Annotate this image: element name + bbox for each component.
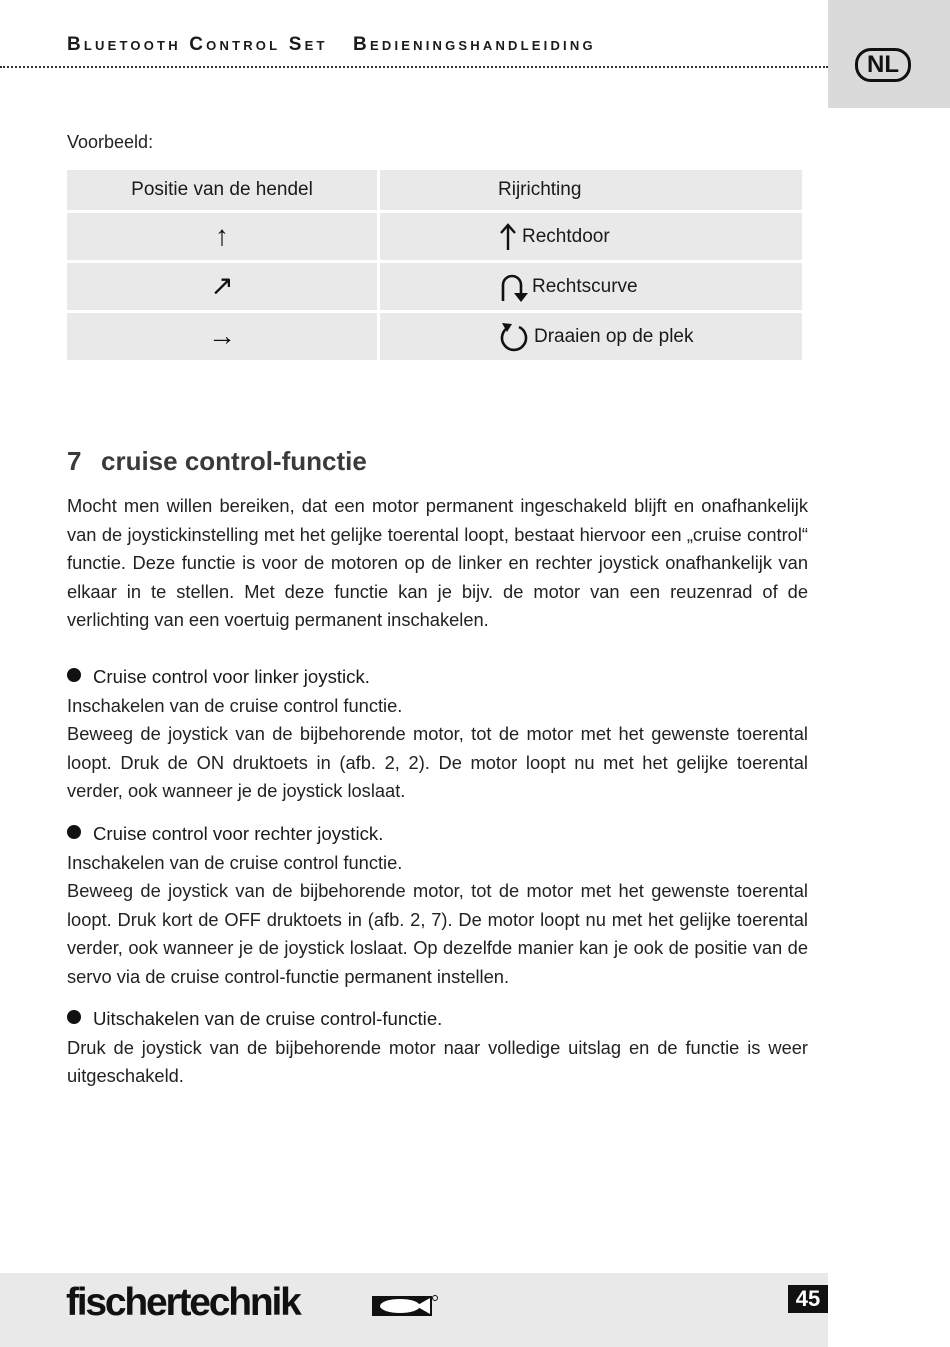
column-header-lever: Positie van de hendel bbox=[67, 170, 377, 210]
table-row bbox=[67, 313, 802, 360]
bullet-heading bbox=[67, 820, 808, 849]
column-header-direction: Rijrichting bbox=[380, 170, 802, 210]
section-number: 7 bbox=[67, 446, 82, 476]
table-row bbox=[67, 213, 802, 260]
section-heading: cruise control-functie bbox=[101, 446, 367, 476]
section-intro: Mocht men willen bereiken, dat een motor permanent ingeschakeld blijft en onafhankelijk van de joystickinstelling met het gelijke toerental loopt, bestaat hiervoor een „cruise control“ functie. Deze functie is voor de motoren op de linker en rechter joystick onafhankelijk van elkaar in te stellen. Met deze functie kan je bijv. de motor van een reuzenrad of de verlichting van een voertuig permanent inschakelen. bbox=[67, 495, 808, 631]
direction-cell bbox=[380, 213, 802, 260]
curve-right-icon bbox=[498, 271, 528, 303]
bullet-heading-text: Cruise control voor rechter joystick. bbox=[93, 823, 384, 844]
direction-label: Draaien op de plek bbox=[534, 325, 694, 347]
bullet-heading bbox=[67, 1005, 808, 1034]
bullet-icon bbox=[67, 825, 81, 839]
lever-cell bbox=[67, 213, 377, 260]
table-header-row bbox=[67, 170, 802, 210]
arrow-up-icon bbox=[498, 222, 518, 252]
rotate-icon bbox=[498, 321, 530, 353]
section-title bbox=[67, 446, 367, 477]
lever-cell bbox=[67, 263, 377, 310]
header-divider bbox=[0, 66, 828, 68]
fish-logo-icon bbox=[372, 1294, 438, 1318]
bullet-heading-text: Cruise control voor linker joystick. bbox=[93, 666, 370, 687]
direction-cell bbox=[380, 263, 802, 310]
direction-table bbox=[64, 167, 805, 363]
bullet-line: Druk de joystick van de bijbehorende motor naar volledige uitslag en de functie is weer uitgeschakeld. bbox=[67, 1036, 808, 1087]
bullet-line: Inschakelen van de cruise control functie. bbox=[67, 851, 403, 873]
bullet-heading-text: Uitschakelen van de cruise control-functie. bbox=[93, 1008, 443, 1029]
lever-cell bbox=[67, 313, 377, 360]
bullet-block bbox=[67, 1005, 808, 1091]
page-number: 45 bbox=[788, 1285, 828, 1313]
language-badge: NL bbox=[855, 48, 911, 82]
direction-label: Rechtscurve bbox=[532, 275, 638, 297]
header-title: Bluetooth Control Set Bedieningshandleiding bbox=[67, 34, 596, 55]
example-label: Voorbeeld: bbox=[67, 132, 154, 152]
bullet-line: Inschakelen van de cruise control functie. bbox=[67, 694, 403, 716]
bullet-line: Beweeg de joystick van de bijbehorende motor, tot de motor met het gewenste toerental loopt. Druk kort de OFF druktoets in (afb. 2, 7). De motor loopt nu met het gelijke toerental verder, ook wanneer je de joystick loslaat. Op dezelfde manier kan je ook de positie van de servo via de cruise control-functie permanent instellen. bbox=[67, 880, 808, 987]
bullet-line: Beweeg de joystick van de bijbehorende motor, tot de motor met het gewenste toerental loopt. Druk de ON druktoets in (afb. 2, 2). De motor loopt nu met het gelijke toerental verder, ook wanneer je de joystick loslaat. bbox=[67, 723, 808, 802]
arrow-up-right-icon: ↗ bbox=[210, 270, 234, 301]
arrow-up-icon: ↑ bbox=[215, 220, 229, 251]
bullet-icon bbox=[67, 1010, 81, 1024]
direction-label: Rechtdoor bbox=[522, 225, 610, 247]
bullet-icon bbox=[67, 668, 81, 682]
brand-logo: fischertechnik bbox=[66, 1281, 300, 1324]
bullet-block bbox=[67, 820, 808, 992]
bullet-heading bbox=[67, 663, 808, 692]
table-row bbox=[67, 263, 802, 310]
language-tab bbox=[828, 0, 950, 108]
bullet-block bbox=[67, 663, 808, 806]
direction-cell bbox=[380, 313, 802, 360]
arrow-right-icon: → bbox=[208, 320, 236, 351]
